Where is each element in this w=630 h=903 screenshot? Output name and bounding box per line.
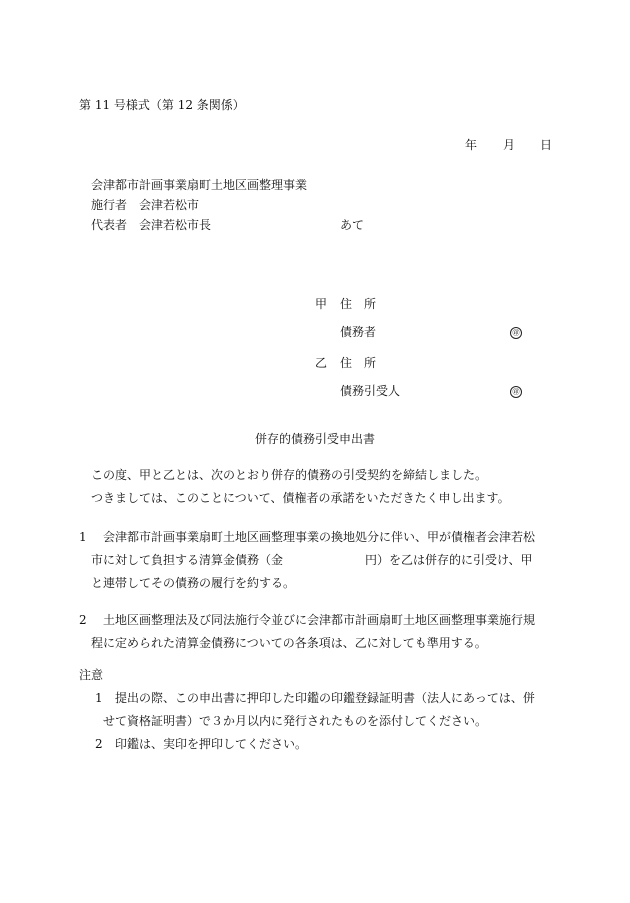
note-2-number: 2 — [95, 737, 103, 751]
form-number: 第 11 号様式（第 12 条関係） — [79, 98, 245, 112]
party-b-role-label: 債務引受人 — [340, 384, 401, 398]
date-year-label: 年 — [465, 138, 478, 152]
executor-label: 施行者 — [91, 198, 128, 212]
party-a-seal-mark — [510, 324, 522, 341]
party-b-marker: 乙 — [315, 356, 328, 370]
note-1-line-2: せて資格証明書）で３か月以内に発行されたものを添付してください。 — [103, 714, 488, 728]
date-month-label: 月 — [503, 138, 516, 152]
party-b-seal-mark — [510, 383, 522, 400]
addressee-executor — [91, 197, 199, 214]
document-title: 併存的債務引受申出書 — [254, 432, 375, 446]
representative-label: 代表者 — [91, 218, 128, 232]
addressee-representative — [91, 217, 211, 234]
addressee-project-name: 会津都市計画事業扇町土地区画整理事業 — [91, 178, 308, 192]
party-a-marker: 甲 — [315, 297, 328, 311]
article-1-line-3: と連帯してその債務の履行を約する。 — [91, 576, 296, 590]
representative-name: 会津若松市長 — [139, 218, 212, 232]
article-2-text — [91, 609, 535, 655]
addressee-honorific: あて — [340, 218, 365, 232]
party-a-role-label: 債務者 — [340, 325, 377, 339]
article-2-line-2: 程に定められた清算金債務についての各条項は、乙に対しても準用する。 — [91, 636, 487, 650]
party-b-address-label: 住 所 — [340, 356, 377, 370]
article-1-line-2-end: 円）を乙は併存的に引受け、甲 — [365, 553, 533, 567]
article-1-number: 1 — [79, 530, 87, 544]
notes-heading: 注意 — [79, 668, 104, 682]
note-1-text — [103, 687, 535, 733]
intro-line-2: つきましては、このことについて、債権者の承諾をいただきたく申し出ます。 — [91, 491, 510, 505]
note-2-line-1: 印鑑は、実印を押印してください。 — [115, 737, 308, 751]
article-1-line-2-start: 市に対して負担する清算金債務（金 — [91, 553, 284, 567]
seal-icon: ㊞ — [510, 386, 522, 398]
note-1-line-1: 提出の際、この申出書に押印した印鑑の印鑑登録証明書（法人にあっては、併 — [115, 691, 535, 705]
executor-name: 会津若松市 — [139, 198, 200, 212]
date-day-label: 日 — [540, 138, 553, 152]
intro-paragraph — [91, 464, 510, 510]
article-2-number: 2 — [79, 613, 87, 627]
article-1-line-2 — [91, 549, 535, 572]
article-2-line-1: 土地区画整理法及び同法施行令並びに会津都市計画扇町土地区画整理事業施行規 — [103, 613, 536, 627]
seal-icon: ㊞ — [510, 327, 522, 339]
intro-line-1: この度、甲と乙とは、次のとおり併存的債務の引受契約を締結しました。 — [91, 468, 488, 482]
article-1-text — [91, 526, 535, 595]
article-1-line-1: 会津都市計画事業扇町土地区画整理事業の換地処分に伴い、甲が債権者会津若松 — [103, 530, 536, 544]
party-a-address-label: 住 所 — [340, 297, 377, 311]
note-1-number: 1 — [95, 691, 103, 705]
